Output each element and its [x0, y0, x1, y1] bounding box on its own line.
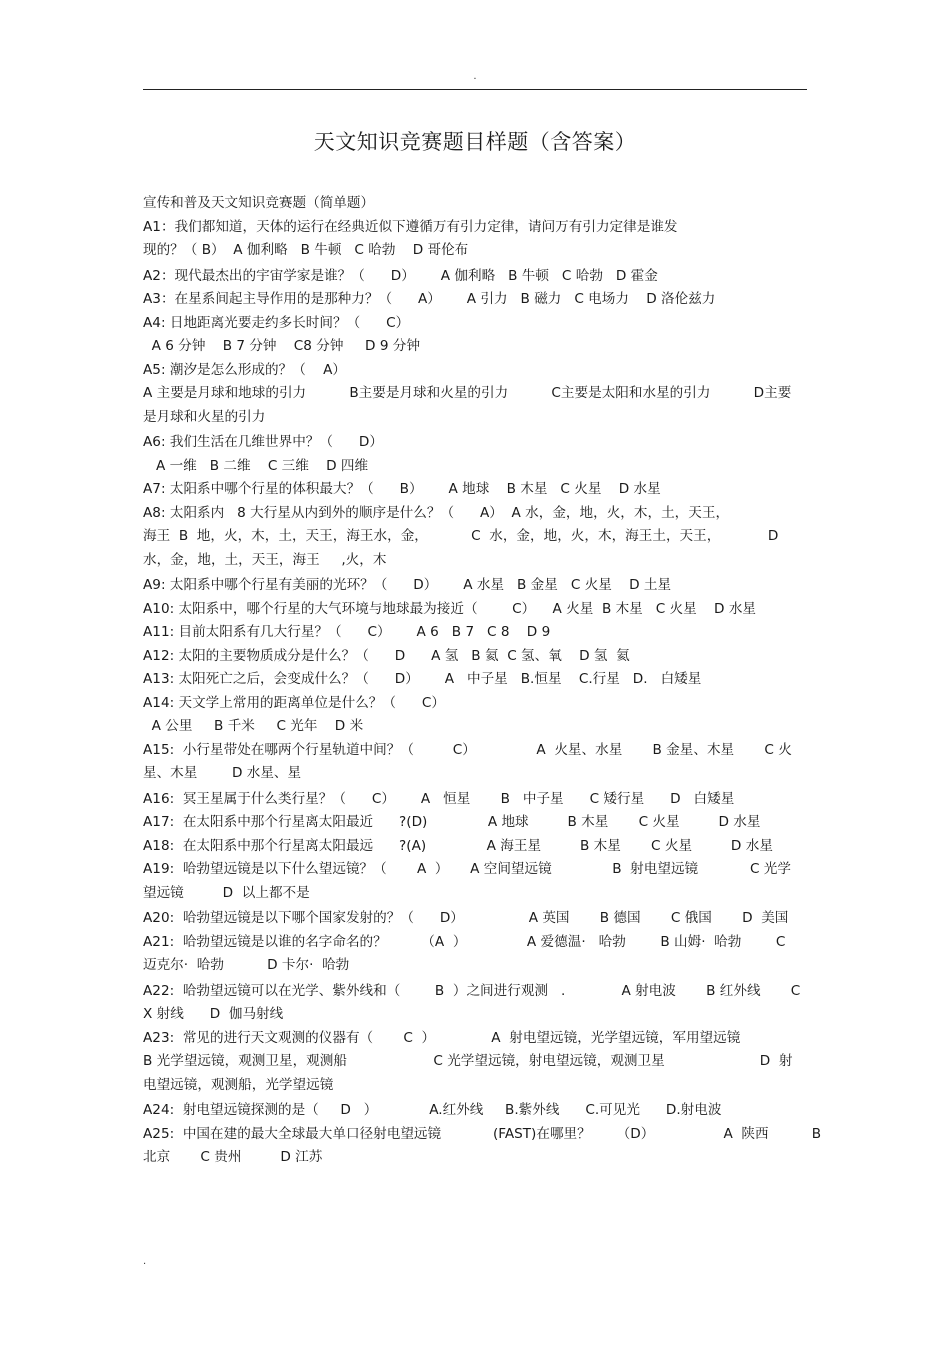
- question-line: X 射线 D 伽马射线: [143, 1006, 284, 1022]
- question-line: A14: 天文学上常用的距离单位是什么？（ C）: [143, 694, 446, 711]
- header-rule: [143, 89, 807, 90]
- question-line: B 光学望远镜，观测卫星，观测船 C 光学望远镜，射电望远镜，观测卫星 D 射: [143, 1053, 793, 1069]
- question-line: A 一维 B 二维 C 三维 D 四维: [143, 457, 369, 474]
- question-line: A15: 小行星带处在哪两个行星轨道中间？（ C） A 火星、水星 B 金星、木星 C 火: [143, 741, 792, 758]
- question-line: A7: 太阳系中哪个行星的体积最大？（ B） A 地球 B 木星 C 火星 D 水星: [143, 481, 661, 497]
- question-line: 水，金，地，土，天王，海王 ,火，木: [143, 551, 387, 568]
- page-title: 天文知识竞赛题目样题（含答案）: [313, 130, 637, 154]
- header-dot: .: [473, 71, 477, 82]
- question-line: 星、木星 D 水星、星: [143, 765, 302, 781]
- question-line: A2：现代最杰出的宇宙学家是谁？（ D） A 伽利略 B 牛顿 C 哈勃 D 霍金: [143, 267, 658, 284]
- question-line: 迈克尔· 哈勃 D 卡尔· 哈勃: [143, 957, 350, 973]
- question-lines: [143, 216, 822, 1170]
- question-line: A8: 太阳系内 8 大行星从内到外的顺序是什么？（ A） A 水，金，地，火，木，土，天王，: [143, 504, 730, 521]
- question-line: A 主要是月球和地球的引力 B主要是月球和火星的引力 C主要是太阳和水星的引力 D主要: [143, 385, 792, 401]
- question-line: A 6 分钟 B 7 分钟 C8 分钟 D 9 分钟: [143, 338, 420, 354]
- question-line: 是月球和火星的引力: [143, 408, 266, 425]
- question-line: A13: 太阳死亡之后，会变成什么？（ D） A 中子星 B.恒星 C.行星 D. 白矮星: [143, 671, 702, 687]
- question-line: 北京 C 贵州 D 江苏: [143, 1149, 323, 1165]
- question-line: A17: 在太阳系中那个行星离太阳最近 ?(D) A 地球 B 木星 C 火星 D 水星: [143, 814, 761, 830]
- question-line: A1：我们都知道，天体的运行在经典近似下遵循万有引力定律，请问万有引力定律是谁发: [143, 218, 678, 235]
- question-line: A4: 日地距离光要走约多长时间？（ C）: [143, 314, 410, 331]
- question-line: A22: 哈勃望远镜可以在光学、紫外线和（ B ）之间进行观测 . A 射电波 B 红外线 C: [143, 982, 801, 999]
- question-line: A9: 太阳系中哪个行星有美丽的光环？（ D） A 水星 B 金星 C 火星 D 土星: [143, 577, 672, 593]
- question-line: A23: 常见的进行天文观测的仪器有（ C ） A 射电望远镜，光学望远镜，军用望远镜: [143, 1029, 741, 1046]
- question-line: A12: 太阳的主要物质成分是什么？（ D A 氢 B 氦 C 氢、氧 D 氢 氦: [143, 647, 630, 664]
- section-subtitle: 宣传和普及天文知识竞赛题（简单题）: [143, 195, 375, 211]
- question-line: A21: 哈勃望远镜是以谁的名字命名的？ （A ） A 爱德温· 哈勃 B 山姆· 哈勃 C: [143, 933, 786, 950]
- question-line: A20: 哈勃望远镜是以下哪个国家发射的？（ D） A 英国 B 德国 C 俄国 D 美国: [143, 910, 789, 926]
- question-line: 望远镜 D 以上都不是: [143, 884, 310, 901]
- question-line: A6: 我们生活在几维世界中？（ D）: [143, 434, 383, 450]
- footer-dot: .: [143, 1256, 147, 1267]
- question-line: A10: 太阳系中，哪个行星的大气环境与地球最为接近（ C） A 火星 B 木星 C 火星 D 水星: [143, 600, 757, 617]
- question-line: 海王 B 地，火，木，土，天王，海王水，金， C 水，金，地，火，木，海王土，天王， D: [143, 528, 779, 544]
- question-line: A3：在星系间起主导作用的是那种力？（ A） A 引力 B 磁力 C 电场力 D 洛伦兹力: [143, 291, 716, 307]
- question-line: A25: 中国在建的最大全球最大单口径射电望远镜 (FAST)在哪里？ （D） A 陕西 B: [143, 1125, 822, 1142]
- question-line: A5: 潮汐是怎么形成的？（ A）: [143, 361, 346, 378]
- question-line: A24: 射电望远镜探测的是（ D ） A.红外线 B.紫外线 C.可见光 D.射电波: [143, 1102, 722, 1118]
- question-line: 现的？（ B） A 伽利略 B 牛顿 C 哈勃 D 哥伦布: [143, 242, 469, 258]
- question-line: 电望远镜，观测船，光学望远镜: [143, 1076, 334, 1093]
- question-line: A11: 目前太阳系有几大行星？（ C） A 6 B 7 C 8 D 9: [143, 624, 551, 640]
- question-list: [143, 192, 822, 1170]
- question-line: A19: 哈勃望远镜是以下什么望远镜？（ A ） A 空间望远镜 B 射电望远镜 C 光学: [143, 861, 791, 877]
- question-line: A16: 冥王星属于什么类行星？（ C） A 恒星 B 中子星 C 矮行星 D 白矮星: [143, 790, 735, 807]
- question-line: A 公里 B 千米 C 光年 D 米: [143, 718, 364, 734]
- question-line: A18: 在太阳系中那个行星离太阳最远 ?(A) A 海王星 B 木星 C 火星 D 水星: [143, 837, 773, 854]
